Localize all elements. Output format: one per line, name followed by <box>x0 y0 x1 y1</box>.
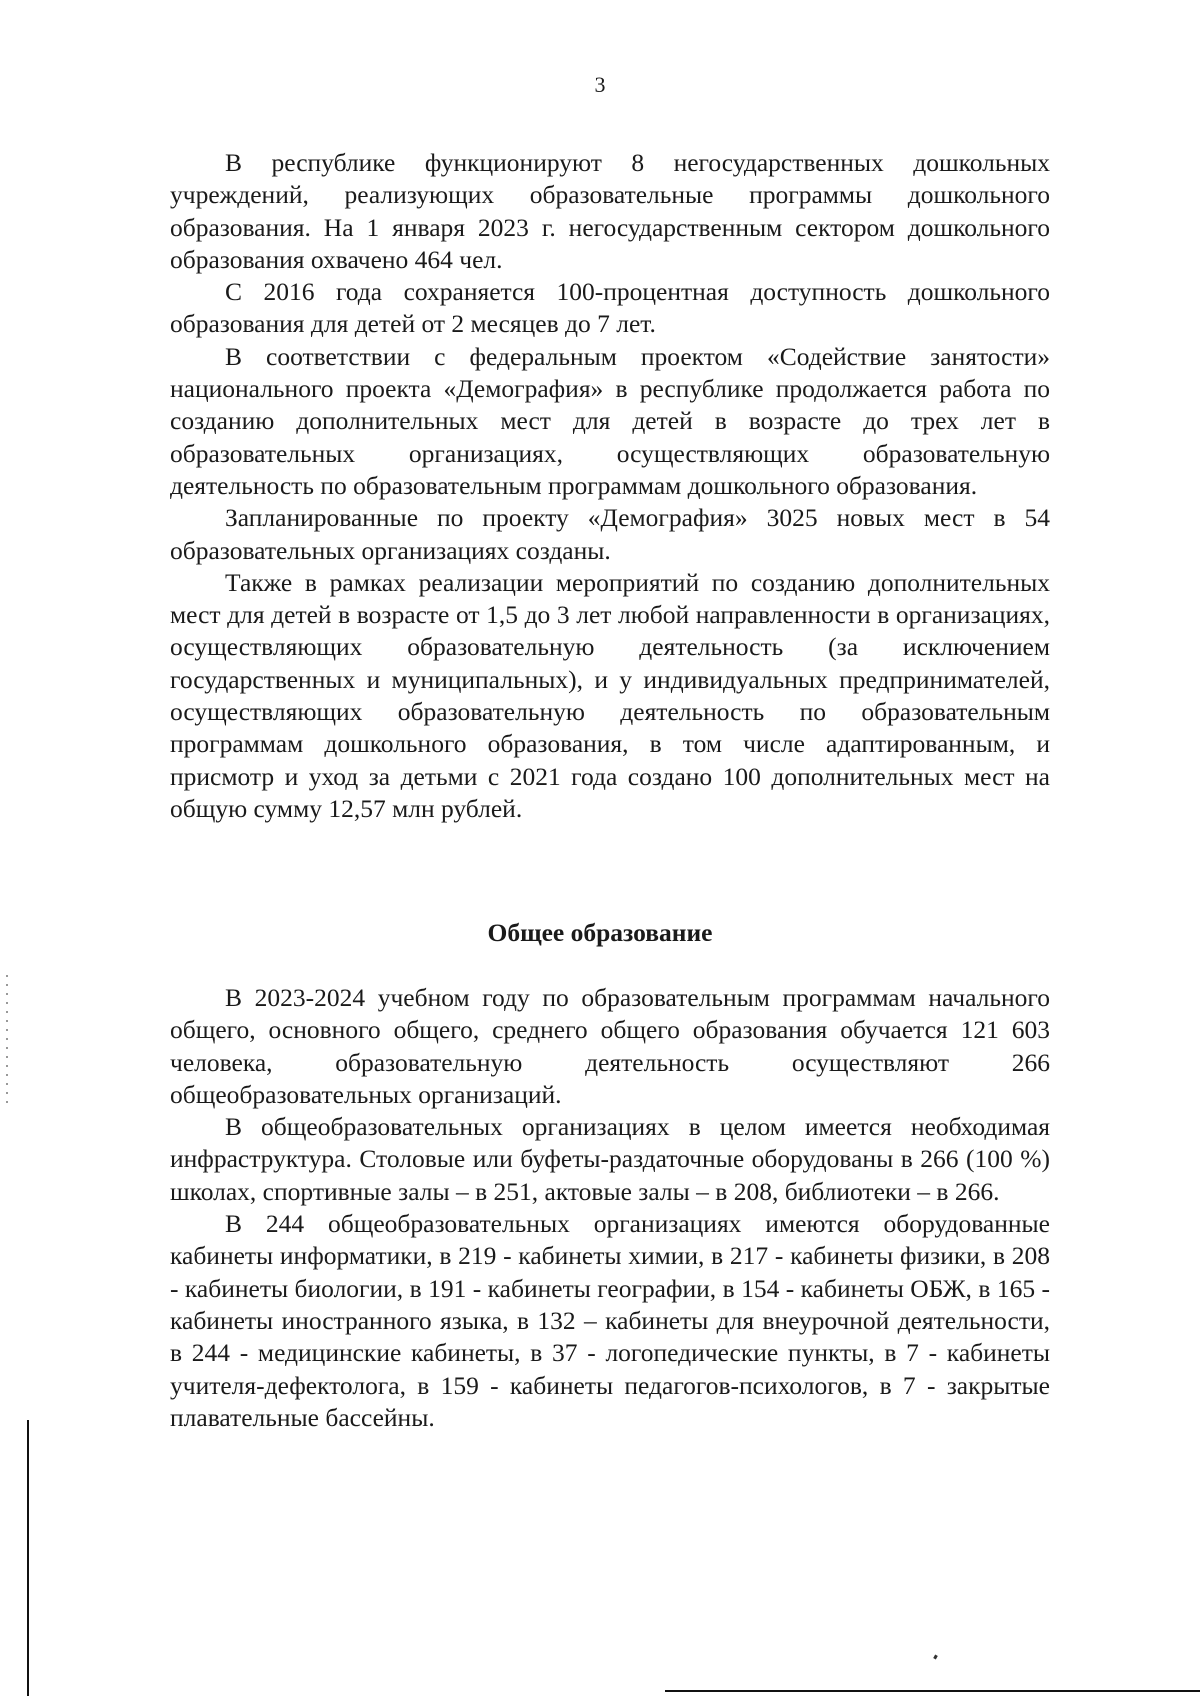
general-education-section-body <box>170 982 1050 1434</box>
paragraph-additional-places: Также в рамках реализации мероприятий по созданию дополнительных мест для детей в возрасте от 1,5 до 3 лет любой направленности в организациях, осуществляющих образовательную деятельность (за исключением государственных и муниципальных), и у индивидуальных предпринимателей, осуществляющих образовательную деятельность по образовательным программам дошкольного образования, в том числе адаптированным, и присмотр и уход за детьми с 2021 года создано 100 дополнительных мест на общую сумму 12,57 млн рублей. <box>170 567 1050 823</box>
scan-edge-bottom <box>665 1690 1200 1692</box>
paragraph-equipped-rooms: В 244 общеобразовательных организациях имеются оборудованные кабинеты информатики, в 219 - кабинеты химии, в 217 - кабинеты физики, в 208 - кабинеты биологии, в 191 - кабинеты географии, в 154 - кабинеты ОБЖ, в 165 - кабинеты иностранного языка, в 132 – кабинеты для внеурочной деятельности, в 244 - медицинские кабинеты, в 37 - логопедические пункты, в 7 - кабинеты учителя-дефектолога, в 159 - кабинеты педагогов-психологов, в 7 - закрытые плавательные бассейны. <box>170 1209 1050 1432</box>
scan-artifact-dots <box>6 975 8 1105</box>
paragraph-private-preschools: В республике функционируют 8 негосударственных дошкольных учреждений, реализующих образовательные программы дошкольного образования. На 1 января 2023 г. негосударственным сектором дошкольного образования охвачено 464 чел. <box>170 148 1050 274</box>
scan-edge-left <box>27 1420 29 1696</box>
paragraph-infrastructure: В общеобразовательных организациях в целом имеется необходимая инфраструктура. Столовые или буфеты-раздаточные оборудованы в 266 (100 %) школах, спортивные залы – в 251, актовые залы – в 208, библиотеки – в 266. <box>170 1112 1050 1206</box>
paragraph-federal-project: В соответствии с федеральным проектом «Содействие занятости» национального проекта «Демография» в республике продолжается работа по созданию дополнительных мест для детей в возрасте до трех лет в образовательных организациях, осуществляющих образовательную деятельность по образовательным программам дошкольного образования. <box>170 341 1050 500</box>
preschool-section-body <box>170 147 1050 825</box>
section-heading-general-education: Общее образование <box>487 918 713 947</box>
paragraph-planned-places: Запланированные по проекту «Демография» 3025 новых мест в 54 образовательных организациях созданы. <box>170 503 1050 565</box>
scan-speck <box>933 1655 938 1660</box>
page-number: 3 <box>594 72 606 97</box>
paragraph-availability: С 2016 года сохраняется 100-процентная доступность дошкольного образования для детей от 2 месяцев до 7 лет. <box>170 277 1050 339</box>
paragraph-students-count: В 2023-2024 учебном году по образовательным программам начального общего, основного общего, среднего общего образования обучается 121 603 человека, образовательную деятельность осуществляют 266 общеобразовательных организаций. <box>170 983 1050 1109</box>
